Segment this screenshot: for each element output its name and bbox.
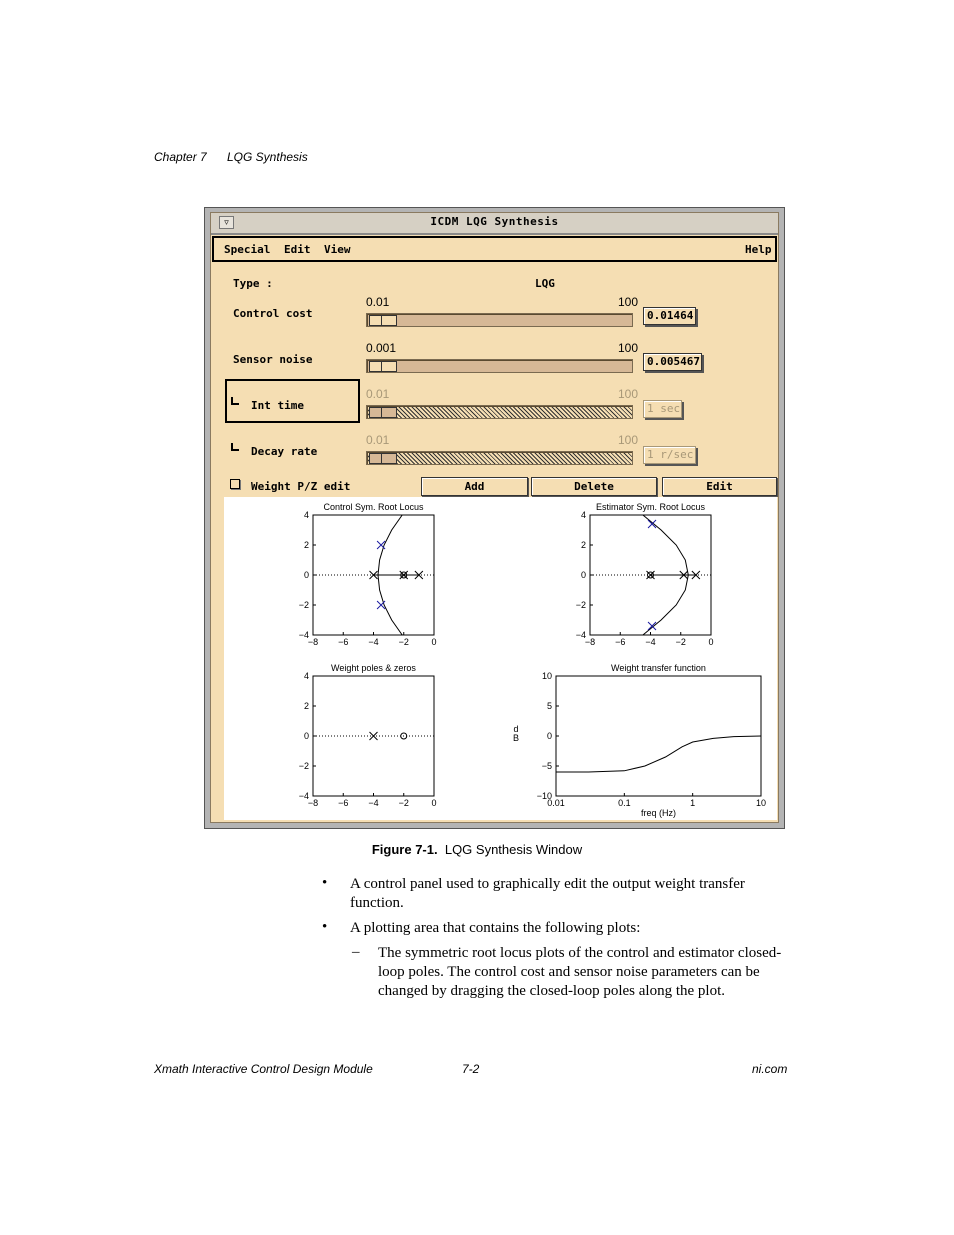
control-cost-slider[interactable] [366,313,633,327]
section-label: LQG Synthesis [227,150,308,164]
plot-title: Estimator Sym. Root Locus [595,502,706,512]
y-tick-label: 0 [546,731,552,741]
x-tick-label: −8 [584,637,596,647]
footer-right: ni.com [752,1062,788,1076]
weight-edit-checkbox[interactable] [230,479,240,489]
add-button[interactable]: Add [421,477,528,496]
decay-rate-label: Decay rate [251,445,318,458]
sensor-noise-slider[interactable] [366,359,633,373]
delete-button[interactable]: Delete [531,477,657,496]
y-tick-label: −2 [298,600,309,610]
closed-loop-pole[interactable] [648,622,656,630]
footer-page: 7-2 [462,1062,480,1076]
x-tick-label: −2 [398,637,409,647]
x-tick-label: 1 [690,798,696,808]
weight-edit-label: Weight P/Z edit [251,480,351,493]
int-time-label: Int time [251,399,304,412]
x-tick-label: 0.01 [547,798,565,808]
window-title: ICDM LQG Synthesis [430,215,559,228]
y-tick-label: 0 [303,570,309,580]
decay-rate-toggle[interactable] [231,443,239,451]
menu-special[interactable]: Special [224,243,271,256]
y-tick-label: 2 [303,701,309,711]
y-tick-label: 2 [303,540,309,550]
x-tick-label: −4 [368,798,379,808]
x-axis-label: freq (Hz) [640,808,677,818]
x-tick-label: −2 [398,798,409,808]
chapter-label: Chapter 7 [154,150,207,164]
footer-left: Xmath Interactive Control Design Module [154,1062,373,1076]
x-tick-label: −6 [338,637,349,647]
decay-rate-slider[interactable] [366,451,633,465]
sub-1-text: The symmetric root locus plots of the control and estimator closed-loop poles. The control cost and sensor noise parameters can be changed by dragging the closed-loop poles along the plot. [378,945,782,999]
x-tick-label: −2 [675,637,686,647]
window-body [210,212,779,823]
control-cost-max: 100 [618,295,639,309]
y-axis-label: d [513,724,519,734]
y-tick-label: −4 [298,791,309,801]
control-cost-min: 0.01 [366,295,390,309]
bullet-1-text: A control panel used to graphically edit the output weight transfer function. [350,876,745,911]
sensor-noise-thumb[interactable] [369,361,397,372]
weight-tf-line [556,736,761,772]
y-tick-label: 4 [303,671,309,681]
control-cost-label: Control cost [233,307,313,320]
title-bar[interactable] [211,213,778,235]
y-tick-label: −2 [298,761,309,771]
plot-title: Weight poles & zeros [331,663,416,673]
x-tick-label: 0 [431,637,437,647]
y-tick-label: −2 [575,600,586,610]
plot-frame [556,676,761,796]
plot-title: Control Sym. Root Locus [323,502,424,512]
x-tick-label: 0.1 [618,798,631,808]
sub-1-mark: – [352,944,360,960]
decay-rate-thumb[interactable] [369,453,397,464]
edit-button[interactable]: Edit [662,477,777,496]
menu-view[interactable]: View [324,243,351,256]
x-tick-label: −4 [645,637,656,647]
x-tick-label: −6 [338,798,349,808]
sensor-noise-max: 100 [618,341,639,355]
x-tick-label: −4 [368,637,379,647]
y-tick-label: 4 [580,510,586,520]
y-tick-label: −4 [298,630,309,640]
decay-rate-value[interactable]: 1 r/sec [643,446,696,464]
x-tick-label: −6 [615,637,626,647]
y-tick-label: 0 [303,731,309,741]
control-cost-thumb[interactable] [369,315,397,326]
x-tick-label: 10 [755,798,767,808]
type-label: Type : [233,277,273,290]
decay-rate-max: 100 [618,433,639,447]
y-axis-label: B [512,733,520,743]
type-value[interactable]: LQG [535,277,555,290]
y-tick-label: 0 [580,570,586,580]
closed-loop-pole[interactable] [648,520,656,528]
y-tick-label: −4 [575,630,586,640]
lqg-window [204,207,785,829]
control-cost-value[interactable]: 0.01464 [643,307,696,325]
plots-svg[interactable] [224,497,777,820]
int-time-value[interactable]: 1 sec [643,400,682,418]
x-tick-label: −8 [307,637,319,647]
x-tick-label: 0 [708,637,714,647]
menu-help[interactable]: Help [745,243,772,256]
window-menu-icon[interactable]: ▿ [219,216,234,229]
y-tick-label: −5 [541,761,552,771]
int-time-max: 100 [618,387,639,401]
menu-edit[interactable]: Edit [284,243,311,256]
bullet-1-mark: • [322,875,328,891]
bullet-2-text: A plotting area that contains the following plots: [350,920,641,936]
figure-label: Figure 7-1. [371,842,438,857]
x-tick-label: −8 [307,798,319,808]
y-tick-label: 2 [580,540,586,550]
plot-area [224,497,777,820]
figure-caption [0,842,954,857]
plot-title: Weight transfer function [611,663,706,673]
y-tick-label: −10 [536,791,552,801]
sensor-noise-min: 0.001 [366,341,397,355]
int-time-min: 0.01 [366,387,390,401]
int-time-thumb[interactable] [369,407,397,418]
y-tick-label: 5 [546,701,552,711]
sensor-noise-label: Sensor noise [233,353,313,366]
decay-rate-min: 0.01 [366,433,390,447]
figure-title: LQG Synthesis Window [444,842,583,857]
menu-bar [212,236,777,262]
y-tick-label: 10 [541,671,552,681]
sensor-noise-value[interactable]: 0.005467 [643,353,702,371]
x-tick-label: 0 [431,798,437,808]
int-time-toggle[interactable] [231,397,239,405]
y-tick-label: 4 [303,510,309,520]
int-time-slider[interactable] [366,405,633,419]
bullet-2-mark: • [322,919,328,935]
